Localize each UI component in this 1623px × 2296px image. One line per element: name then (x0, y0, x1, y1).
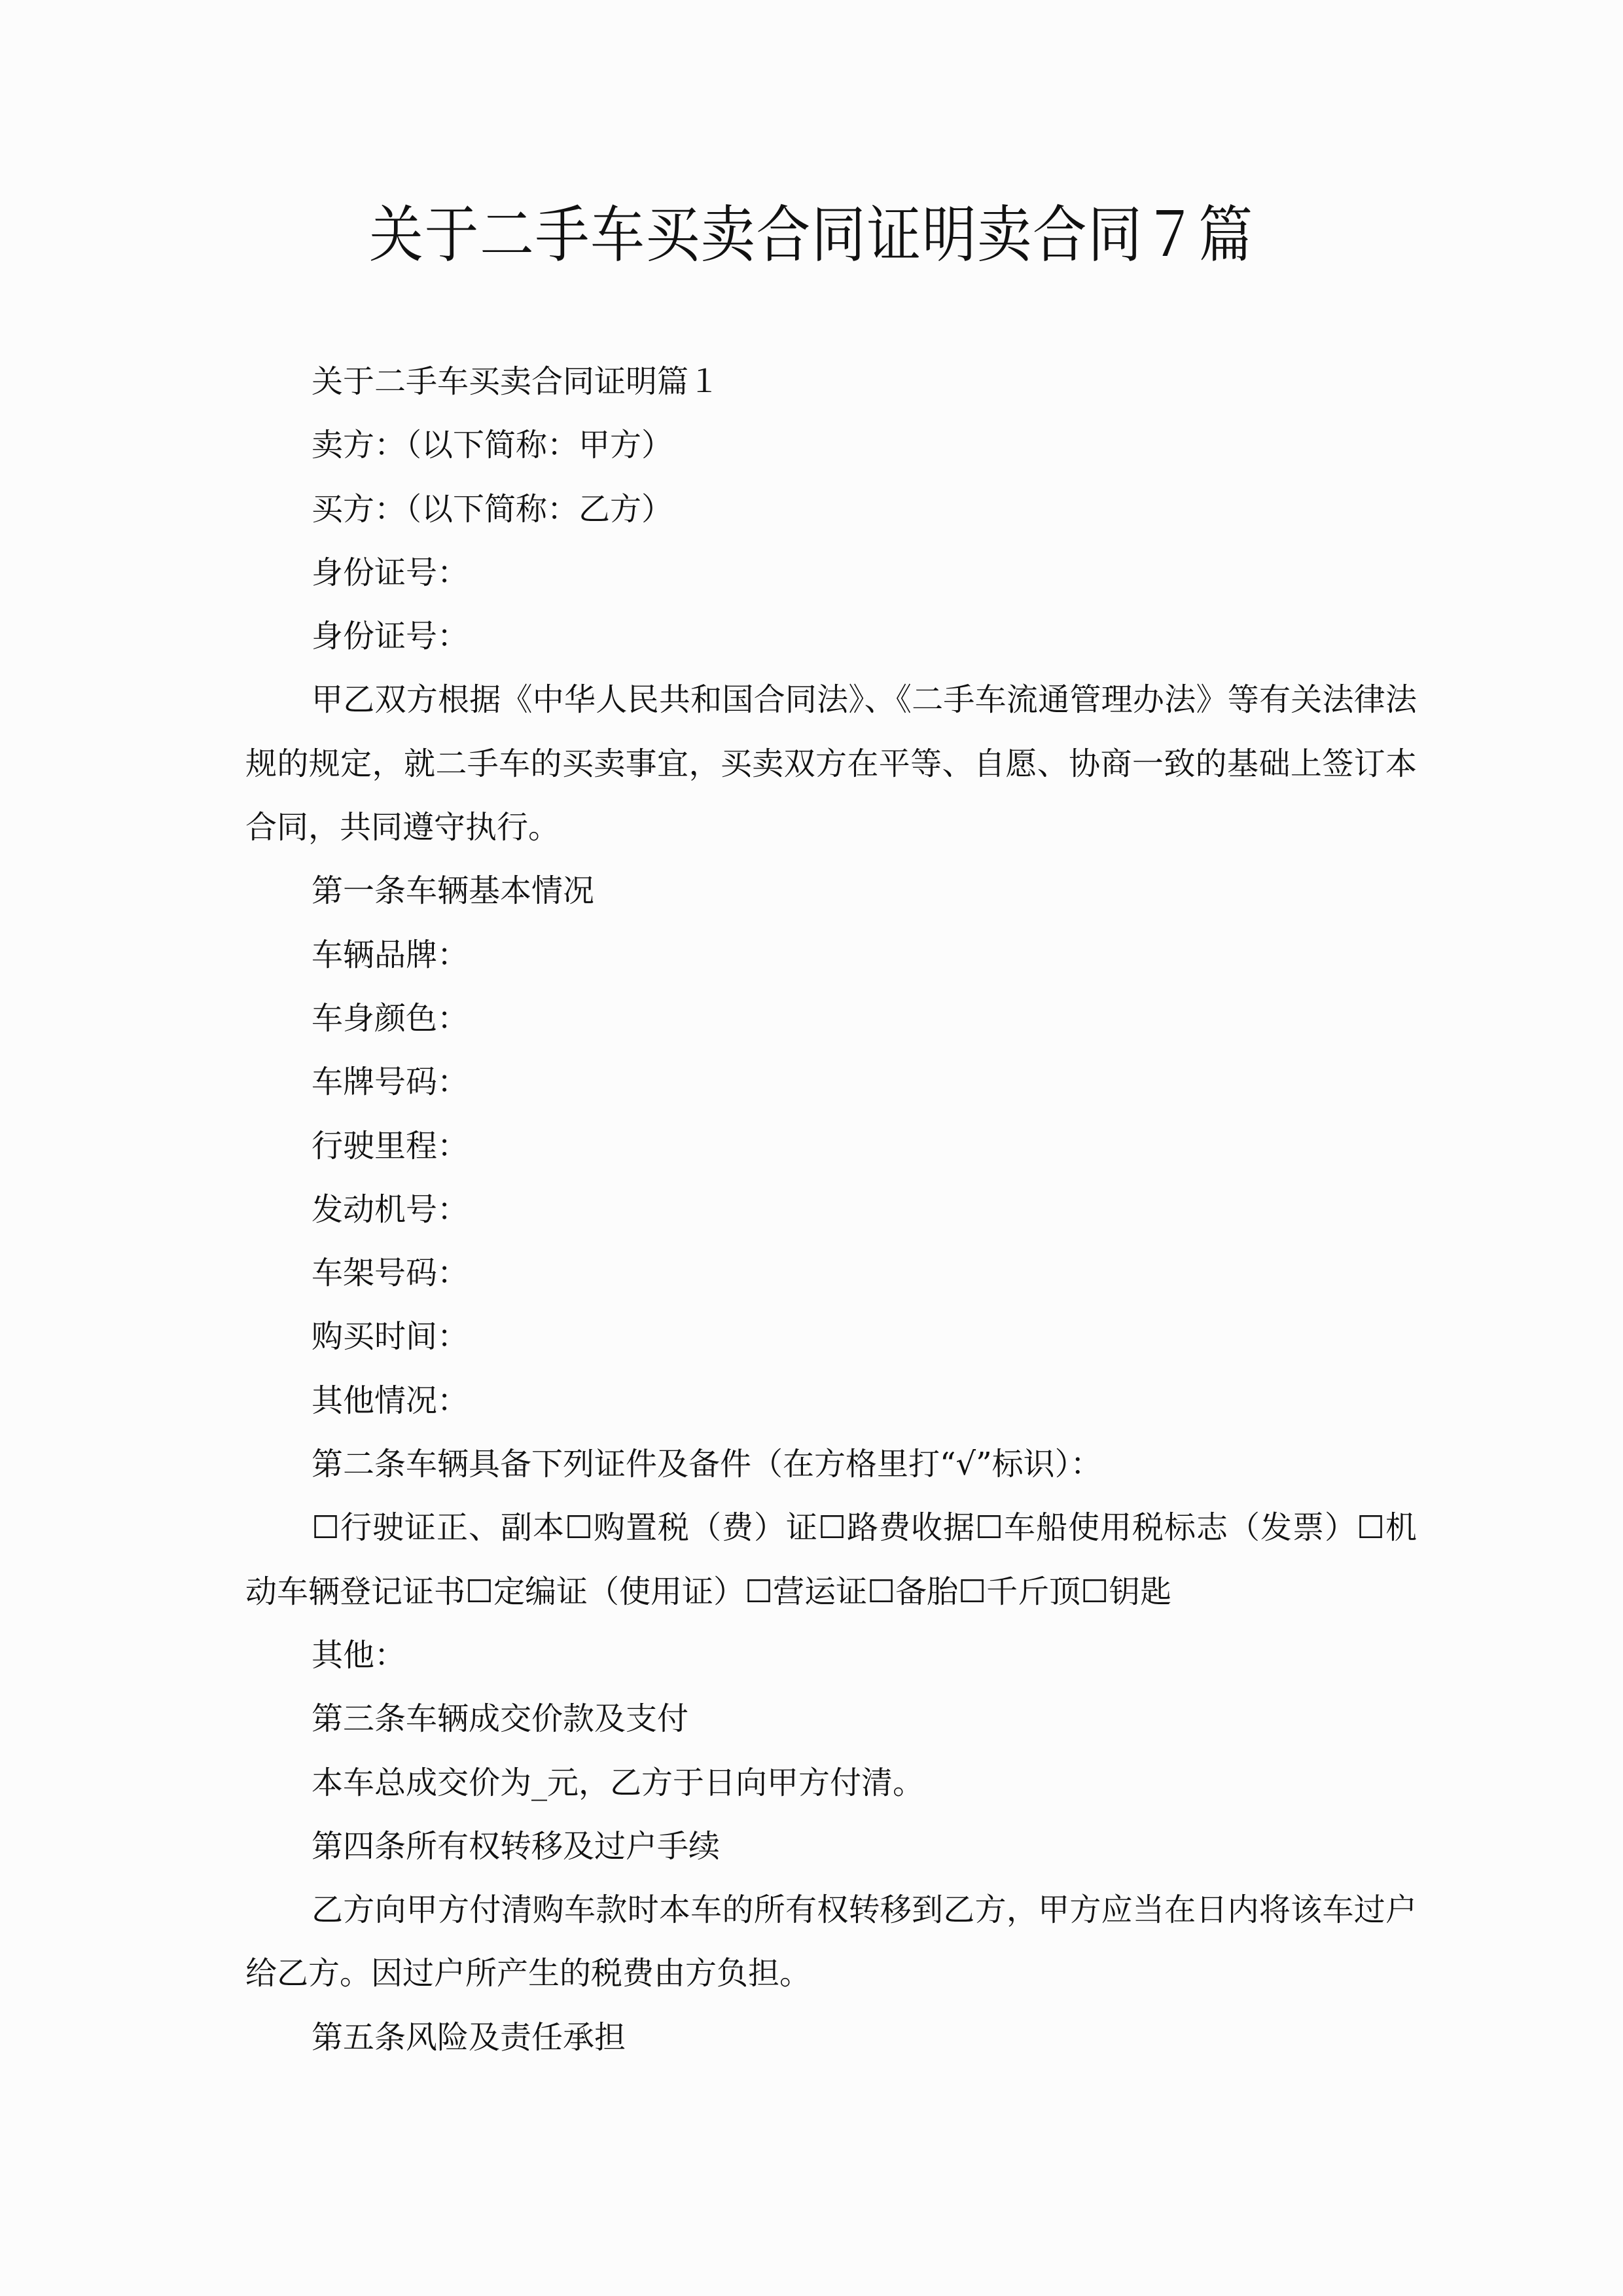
mileage-field: 行驶里程： (312, 1127, 469, 1164)
article-1-heading: 第一条车辆基本情况 (312, 872, 595, 910)
purchase-date-field: 购买时间： (312, 1318, 469, 1355)
other-field: 其他： (312, 1636, 406, 1674)
ownership-paragraph: 乙方向甲方付清购车款时本车的所有权转移到乙方，甲方应当在日内将该车过户给乙方。因过户所产生的税费由方负担。 (245, 1892, 1417, 1992)
preamble-paragraph: 甲乙双方根据《中华人民共和国合同法》、《二手车流通管理办法》等有关法律法规的规定，就二手车的买卖事宜，买卖双方在平等、自愿、协商一致的基础上签订本合同，共同遵守执行。 (245, 681, 1417, 846)
price-paragraph: 本车总成交价为_元，乙方于日向甲方付清。 (312, 1764, 925, 1801)
article-3-heading: 第三条车辆成交价款及支付 (312, 1700, 689, 1738)
article-4-heading: 第四条所有权转移及过户手续 (312, 1827, 721, 1865)
article-5-heading: 第五条风险及责任承担 (312, 2018, 626, 2056)
vin-field: 车架号码： (312, 1255, 469, 1292)
vehicle-brand-field: 车辆品牌： (312, 936, 469, 973)
plate-number-field: 车牌号码： (312, 1064, 469, 1101)
buyer-id-field: 身份证号： (312, 618, 469, 655)
document-title: 关于二手车买卖合同证明卖合同７篇 (369, 200, 1254, 271)
documents-checklist: ☐行驶证正、副本☐购置税（费）证☐路费收据☐车船使用税标志（发票）☐机动车辆登记证书☐定编证（使用证）☐营运证☐备胎☐千斤顶☐钥匙 (245, 1509, 1417, 1610)
buyer-field: 买方：（以下简称：乙方） (312, 490, 673, 528)
document-body (245, 350, 1417, 2070)
other-info-field: 其他情况： (312, 1382, 469, 1419)
seller-field: 卖方：（以下简称：甲方） (312, 427, 673, 464)
body-color-field: 车身颜色： (312, 999, 469, 1037)
article-2-heading: 第二条车辆具备下列证件及备件（在方格里打“√”标识）： (312, 1446, 1102, 1483)
seller-id-field: 身份证号： (312, 554, 469, 591)
engine-number-field: 发动机号： (312, 1191, 469, 1228)
section-heading: 关于二手车买卖合同证明篇１ (312, 363, 721, 400)
